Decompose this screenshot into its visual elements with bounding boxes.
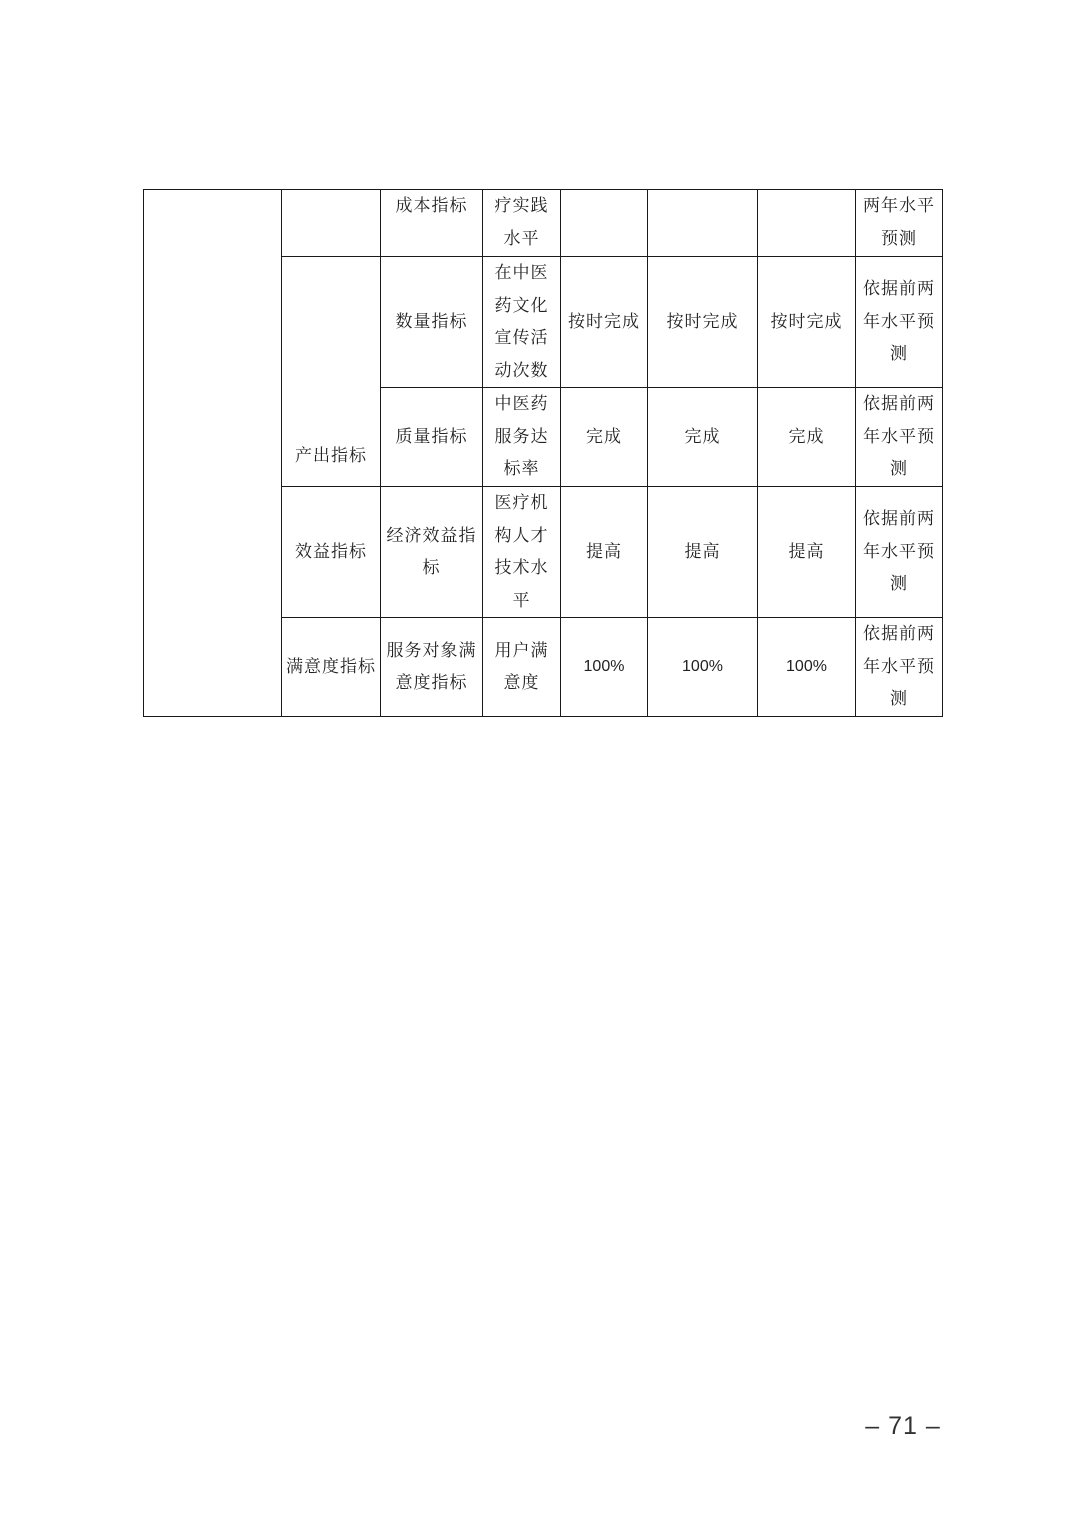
value-cell-1: 按时完成 xyxy=(561,257,648,388)
indicator-cell: 疗实践水平 xyxy=(483,190,561,257)
second-level-indicator-cell xyxy=(282,190,381,257)
basis-cell: 依据前两年水平预测 xyxy=(856,487,943,618)
value-cell-2 xyxy=(648,190,758,257)
page-number: – 71 – xyxy=(865,1412,941,1440)
second-level-indicator-cell: 效益指标 xyxy=(282,487,381,618)
performance-indicator-table xyxy=(143,189,943,717)
value-cell-1 xyxy=(561,190,648,257)
value-cell-2: 完成 xyxy=(648,388,758,487)
basis-cell: 依据前两年水平预测 xyxy=(856,388,943,487)
indicator-cell: 用户满意度 xyxy=(483,618,561,717)
value-cell-1: 100% xyxy=(561,618,648,717)
indicator-cell: 在中医药文化宣传活动次数 xyxy=(483,257,561,388)
value-cell-2: 100% xyxy=(648,618,758,717)
second-level-indicator-cell: 满意度指标 xyxy=(282,618,381,717)
table-row xyxy=(144,190,943,257)
third-level-indicator-cell: 服务对象满意度指标 xyxy=(381,618,483,717)
value-cell-3: 100% xyxy=(758,618,856,717)
value-cell-3: 完成 xyxy=(758,388,856,487)
third-level-indicator-cell: 质量指标 xyxy=(381,388,483,487)
first-level-indicator-cell xyxy=(144,190,282,717)
third-level-indicator-cell: 成本指标 xyxy=(381,190,483,257)
basis-cell: 两年水平预测 xyxy=(856,190,943,257)
indicator-cell: 中医药服务达标率 xyxy=(483,388,561,487)
value-cell-2: 按时完成 xyxy=(648,257,758,388)
value-cell-3 xyxy=(758,190,856,257)
value-cell-3: 按时完成 xyxy=(758,257,856,388)
third-level-indicator-cell: 数量指标 xyxy=(381,257,483,388)
value-cell-1: 完成 xyxy=(561,388,648,487)
basis-cell: 依据前两年水平预测 xyxy=(856,257,943,388)
value-cell-2: 提高 xyxy=(648,487,758,618)
third-level-indicator-cell: 经济效益指标 xyxy=(381,487,483,618)
value-cell-3: 提高 xyxy=(758,487,856,618)
value-cell-1: 提高 xyxy=(561,487,648,618)
basis-cell: 依据前两年水平预测 xyxy=(856,618,943,717)
indicator-cell: 医疗机构人才技术水平 xyxy=(483,487,561,618)
second-level-indicator-cell: 产出指标 xyxy=(282,257,381,487)
